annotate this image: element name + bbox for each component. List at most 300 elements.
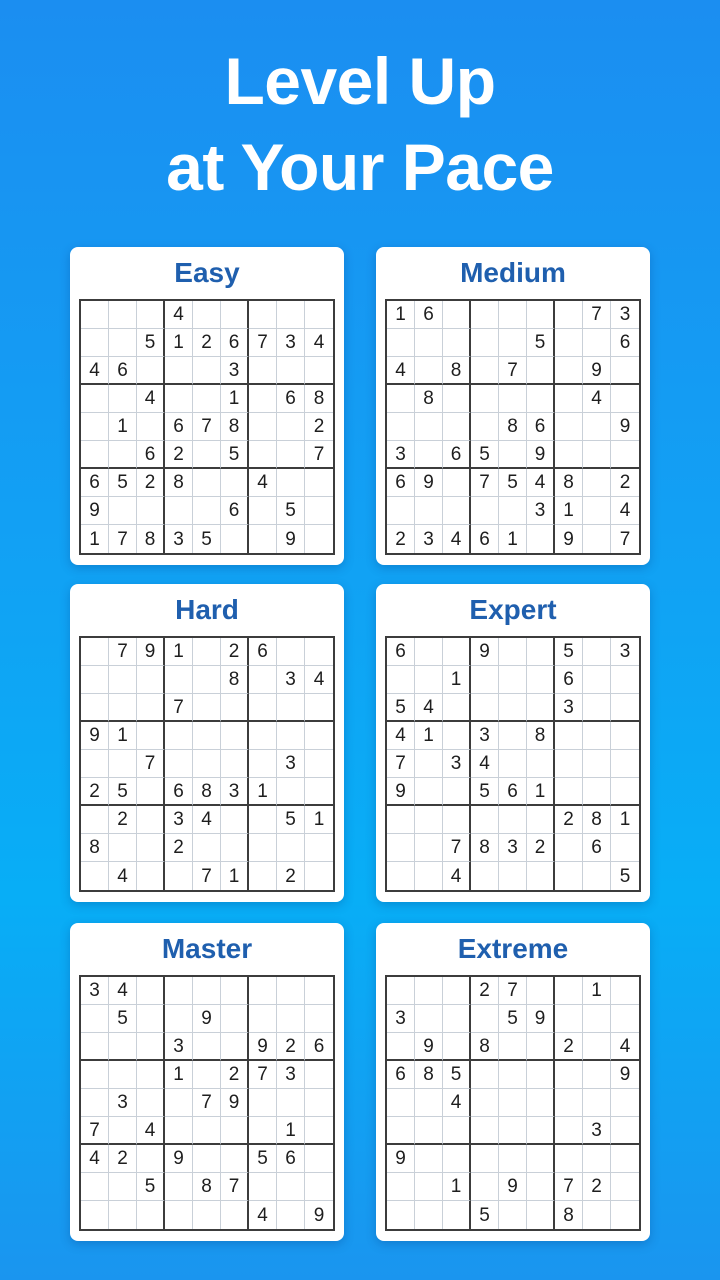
sudoku-cell-empty <box>443 1145 471 1173</box>
sudoku-cell-empty <box>555 778 583 806</box>
card-title: Hard <box>175 594 239 625</box>
sudoku-cell-empty <box>443 778 471 806</box>
sudoku-cell: 2 <box>583 1173 611 1201</box>
sudoku-cell: 7 <box>471 469 499 497</box>
sudoku-cell-empty <box>443 1005 471 1033</box>
sudoku-cell: 4 <box>81 1145 109 1173</box>
sudoku-cell-empty <box>165 1117 193 1145</box>
sudoku-cell-empty <box>471 1145 499 1173</box>
sudoku-cell-empty <box>499 441 527 469</box>
sudoku-cell: 3 <box>277 329 305 357</box>
sudoku-cell-empty <box>611 441 639 469</box>
sudoku-cell: 4 <box>305 329 333 357</box>
sudoku-cell: 2 <box>387 525 415 553</box>
sudoku-cell-empty <box>81 1033 109 1061</box>
sudoku-cell: 7 <box>249 329 277 357</box>
sudoku-cell-empty <box>527 862 555 890</box>
sudoku-cell-empty <box>193 301 221 329</box>
sudoku-cell-empty <box>527 357 555 385</box>
sudoku-cell-empty <box>305 1005 333 1033</box>
sudoku-cell: 1 <box>249 778 277 806</box>
sudoku-cell: 6 <box>387 1061 415 1089</box>
sudoku-cell-empty <box>555 385 583 413</box>
sudoku-cell-empty <box>109 750 137 778</box>
sudoku-cell-empty <box>305 1173 333 1201</box>
sudoku-cell-empty <box>249 806 277 834</box>
sudoku-cell-empty <box>81 806 109 834</box>
sudoku-cell-empty <box>555 441 583 469</box>
sudoku-cell-empty <box>305 750 333 778</box>
sudoku-cell-empty <box>305 525 333 553</box>
sudoku-cell-empty <box>193 469 221 497</box>
sudoku-cell-empty <box>109 1117 137 1145</box>
sudoku-cell: 5 <box>443 1061 471 1089</box>
sudoku-cell-empty <box>555 722 583 750</box>
sudoku-cell-empty <box>555 1061 583 1089</box>
sudoku-cell-empty <box>249 413 277 441</box>
sudoku-cell-empty <box>499 638 527 666</box>
sudoku-cell-empty <box>249 497 277 525</box>
sudoku-cell: 8 <box>137 525 165 553</box>
sudoku-cell: 8 <box>499 413 527 441</box>
sudoku-cell-empty <box>555 301 583 329</box>
sudoku-cell-empty <box>277 441 305 469</box>
sudoku-cell: 7 <box>443 834 471 862</box>
sudoku-cell-empty <box>499 385 527 413</box>
sudoku-cell-empty <box>499 1033 527 1061</box>
sudoku-cell-empty <box>305 694 333 722</box>
sudoku-cell-empty <box>81 1173 109 1201</box>
sudoku-cell: 7 <box>137 750 165 778</box>
sudoku-cell-empty <box>109 1173 137 1201</box>
sudoku-cell: 7 <box>165 694 193 722</box>
sudoku-cell-empty <box>81 1089 109 1117</box>
sudoku-cell: 4 <box>443 862 471 890</box>
sudoku-cell-empty <box>221 1201 249 1229</box>
sudoku-grid <box>79 636 335 892</box>
sudoku-cell: 2 <box>277 862 305 890</box>
sudoku-cell-empty <box>415 834 443 862</box>
sudoku-cell: 1 <box>221 862 249 890</box>
sudoku-cell: 8 <box>81 834 109 862</box>
sudoku-cell: 4 <box>249 1201 277 1229</box>
sudoku-cell: 6 <box>499 778 527 806</box>
sudoku-cell-empty <box>193 977 221 1005</box>
sudoku-cell: 4 <box>109 862 137 890</box>
sudoku-cell-empty <box>193 722 221 750</box>
sudoku-cell-empty <box>305 357 333 385</box>
sudoku-cell-empty <box>387 1173 415 1201</box>
sudoku-cell: 9 <box>611 413 639 441</box>
sudoku-cell-empty <box>109 1033 137 1061</box>
sudoku-cell-empty <box>555 413 583 441</box>
sudoku-cell-empty <box>277 1173 305 1201</box>
sudoku-cell-empty <box>249 1005 277 1033</box>
sudoku-cell-empty <box>305 469 333 497</box>
sudoku-cell: 3 <box>221 357 249 385</box>
sudoku-cell-empty <box>221 1033 249 1061</box>
sudoku-cell-empty <box>387 862 415 890</box>
sudoku-cell-empty <box>137 778 165 806</box>
sudoku-cell: 5 <box>109 1005 137 1033</box>
sudoku-cell: 7 <box>499 977 527 1005</box>
sudoku-cell: 1 <box>109 413 137 441</box>
sudoku-cell: 4 <box>387 722 415 750</box>
sudoku-cell-empty <box>277 469 305 497</box>
sudoku-cell-empty <box>249 834 277 862</box>
sudoku-cell-empty <box>137 357 165 385</box>
sudoku-cell-empty <box>555 1005 583 1033</box>
sudoku-cell: 6 <box>249 638 277 666</box>
headline-line-1: Level Up <box>224 44 496 118</box>
sudoku-cell: 9 <box>555 525 583 553</box>
sudoku-cell-empty <box>109 694 137 722</box>
sudoku-cell-empty <box>583 1089 611 1117</box>
sudoku-cell-empty <box>137 1201 165 1229</box>
sudoku-cell-empty <box>611 750 639 778</box>
sudoku-cell-empty <box>137 1145 165 1173</box>
sudoku-cell: 1 <box>443 1173 471 1201</box>
sudoku-cell-empty <box>583 1033 611 1061</box>
sudoku-cell: 4 <box>137 1117 165 1145</box>
sudoku-cell: 5 <box>109 778 137 806</box>
sudoku-cell: 3 <box>611 638 639 666</box>
sudoku-cell-empty <box>193 357 221 385</box>
sudoku-cell: 7 <box>619 528 631 550</box>
sudoku-cell-empty <box>527 806 555 834</box>
sudoku-cell-empty <box>165 1173 193 1201</box>
sudoku-cell-empty <box>81 441 109 469</box>
sudoku-cell: 4 <box>415 694 443 722</box>
sudoku-cell-empty <box>471 666 499 694</box>
sudoku-cell: 2 <box>193 329 221 357</box>
sudoku-cell-empty <box>415 413 443 441</box>
sudoku-cell-empty <box>611 385 639 413</box>
sudoku-cell-empty <box>443 806 471 834</box>
sudoku-cell-empty <box>387 329 415 357</box>
sudoku-cell-empty <box>221 977 249 1005</box>
sudoku-cell: 3 <box>221 778 249 806</box>
sudoku-cell-empty <box>499 666 527 694</box>
sudoku-cell-empty <box>249 357 277 385</box>
sudoku-cell-empty <box>249 1117 277 1145</box>
sudoku-cell: 7 <box>109 638 137 666</box>
sudoku-cell-empty <box>611 778 639 806</box>
sudoku-cell-empty <box>249 301 277 329</box>
sudoku-cell: 4 <box>137 385 165 413</box>
sudoku-cell-empty <box>387 385 415 413</box>
sudoku-cell: 2 <box>109 806 137 834</box>
sudoku-cell-empty <box>443 1033 471 1061</box>
sudoku-cell-empty <box>443 413 471 441</box>
sudoku-cell-empty <box>415 497 443 525</box>
sudoku-cell: 7 <box>193 413 221 441</box>
sudoku-cell: 9 <box>137 638 165 666</box>
sudoku-cell: 2 <box>555 806 583 834</box>
sudoku-cell-empty <box>277 638 305 666</box>
sudoku-cell-empty <box>443 694 471 722</box>
sudoku-cell: 3 <box>165 806 193 834</box>
sudoku-cell-empty <box>221 301 249 329</box>
difficulty-card-extreme[interactable] <box>376 923 650 1241</box>
sudoku-cell: 4 <box>81 357 109 385</box>
sudoku-cell: 6 <box>583 834 611 862</box>
sudoku-cell-empty <box>443 497 471 525</box>
sudoku-cell-empty <box>81 1201 109 1229</box>
sudoku-cell-empty <box>527 525 555 553</box>
sudoku-cell: 8 <box>527 722 555 750</box>
sudoku-cell-empty <box>81 862 109 890</box>
sudoku-cell-empty <box>611 1145 639 1173</box>
sudoku-cell-empty <box>305 1061 333 1089</box>
card-title: Medium <box>460 257 566 288</box>
sudoku-cell-empty <box>305 722 333 750</box>
sudoku-cell-empty <box>415 329 443 357</box>
sudoku-cell-empty <box>555 1117 583 1145</box>
sudoku-cell: 9 <box>313 1204 325 1226</box>
sudoku-cell: 2 <box>221 638 249 666</box>
sudoku-cell: 5 <box>471 441 499 469</box>
sudoku-cell: 4 <box>583 385 611 413</box>
sudoku-cell-empty <box>305 1117 333 1145</box>
sudoku-cell-empty <box>415 862 443 890</box>
sudoku-cell: 3 <box>471 722 499 750</box>
sudoku-cell: 7 <box>387 750 415 778</box>
sudoku-cell-empty <box>221 525 249 553</box>
sudoku-cell-empty <box>499 806 527 834</box>
sudoku-cell-empty <box>193 385 221 413</box>
sudoku-cell: 1 <box>277 1117 305 1145</box>
sudoku-cell: 4 <box>443 1089 471 1117</box>
card-title: Extreme <box>457 933 569 964</box>
sudoku-cell: 4 <box>611 497 639 525</box>
sudoku-cell-empty <box>555 977 583 1005</box>
sudoku-cell: 4 <box>305 666 333 694</box>
sudoku-cell-empty <box>471 413 499 441</box>
sudoku-cell: 3 <box>499 834 527 862</box>
sudoku-cell: 6 <box>221 497 249 525</box>
difficulty-card-expert[interactable] <box>376 584 650 902</box>
sudoku-cell-empty <box>193 1033 221 1061</box>
sudoku-cell: 1 <box>81 525 109 553</box>
sudoku-cell: 2 <box>165 834 193 862</box>
sudoku-cell: 8 <box>471 1033 499 1061</box>
sudoku-cell-empty <box>415 357 443 385</box>
sudoku-cell: 9 <box>611 1061 639 1089</box>
sudoku-cell-empty <box>193 1201 221 1229</box>
sudoku-cell-empty <box>527 1061 555 1089</box>
sudoku-cell: 6 <box>387 469 415 497</box>
sudoku-cell-empty <box>471 806 499 834</box>
sudoku-cell-empty <box>137 977 165 1005</box>
sudoku-cell: 9 <box>81 722 109 750</box>
sudoku-cell: 9 <box>499 1173 527 1201</box>
sudoku-cell-empty <box>137 834 165 862</box>
sudoku-cell: 5 <box>619 865 631 887</box>
sudoku-cell-empty <box>137 666 165 694</box>
sudoku-cell: 5 <box>277 806 305 834</box>
sudoku-cell: 3 <box>277 666 305 694</box>
sudoku-cell-empty <box>527 1089 555 1117</box>
sudoku-grid <box>79 975 335 1231</box>
sudoku-cell-empty <box>305 977 333 1005</box>
sudoku-cell-empty <box>555 862 583 890</box>
sudoku-cell: 9 <box>527 441 555 469</box>
card-title: Expert <box>469 594 557 625</box>
sudoku-cell-empty <box>611 357 639 385</box>
sudoku-cell-empty <box>471 301 499 329</box>
sudoku-cell-empty <box>305 638 333 666</box>
sudoku-cell: 6 <box>471 525 499 553</box>
sudoku-cell: 5 <box>387 694 415 722</box>
sudoku-cell: 7 <box>193 862 221 890</box>
sudoku-cell: 8 <box>193 1173 221 1201</box>
sudoku-cell-empty <box>109 1201 137 1229</box>
sudoku-cell-empty <box>583 778 611 806</box>
sudoku-cell-empty <box>499 1201 527 1229</box>
sudoku-cell-empty <box>499 1145 527 1173</box>
sudoku-cell-empty <box>277 1201 305 1229</box>
sudoku-cell-empty <box>527 1117 555 1145</box>
sudoku-cell-empty <box>527 977 555 1005</box>
sudoku-cell-empty <box>583 1005 611 1033</box>
sudoku-grid <box>385 299 641 555</box>
sudoku-cell-empty <box>415 638 443 666</box>
sudoku-cell-empty <box>583 750 611 778</box>
sudoku-cell-empty <box>277 778 305 806</box>
sudoku-cell: 6 <box>165 413 193 441</box>
sudoku-cell: 8 <box>471 834 499 862</box>
sudoku-cell-empty <box>277 1089 305 1117</box>
sudoku-cell-empty <box>527 1201 555 1229</box>
sudoku-cell-empty <box>471 497 499 525</box>
sudoku-cell: 9 <box>277 525 305 553</box>
sudoku-cell-empty <box>305 301 333 329</box>
sudoku-cell: 3 <box>555 694 583 722</box>
sudoku-cell-empty <box>193 1117 221 1145</box>
difficulty-card-medium[interactable] <box>376 247 650 565</box>
sudoku-cell-empty <box>555 329 583 357</box>
sudoku-cell: 3 <box>165 1033 193 1061</box>
sudoku-cell-empty <box>81 301 109 329</box>
sudoku-cell: 9 <box>583 357 611 385</box>
sudoku-cell-empty <box>81 385 109 413</box>
sudoku-cell-empty <box>443 722 471 750</box>
sudoku-cell-empty <box>527 1033 555 1061</box>
sudoku-cell-empty <box>137 806 165 834</box>
sudoku-cell: 7 <box>249 1061 277 1089</box>
difficulty-card-easy[interactable] <box>70 247 344 565</box>
sudoku-cell-empty <box>249 441 277 469</box>
sudoku-cell-empty <box>137 722 165 750</box>
sudoku-cell: 6 <box>443 441 471 469</box>
sudoku-cell: 8 <box>165 469 193 497</box>
sudoku-grid <box>385 975 641 1231</box>
sudoku-cell-empty <box>471 1061 499 1089</box>
sudoku-cell-empty <box>443 301 471 329</box>
difficulty-card-master[interactable] <box>70 923 344 1241</box>
sudoku-cell: 5 <box>471 778 499 806</box>
sudoku-cell-empty <box>277 357 305 385</box>
sudoku-cell-empty <box>443 638 471 666</box>
sudoku-cell-empty <box>415 750 443 778</box>
sudoku-cell: 4 <box>611 1033 639 1061</box>
sudoku-cell-empty <box>81 638 109 666</box>
sudoku-cell: 1 <box>555 497 583 525</box>
sudoku-cell: 4 <box>387 357 415 385</box>
sudoku-cell-empty <box>499 1117 527 1145</box>
sudoku-cell: 8 <box>305 385 333 413</box>
sudoku-cell-empty <box>583 1061 611 1089</box>
sudoku-cell-empty <box>249 722 277 750</box>
sudoku-cell-empty <box>527 1145 555 1173</box>
sudoku-cell-empty <box>221 1005 249 1033</box>
sudoku-cell: 2 <box>527 834 555 862</box>
sudoku-cell-empty <box>583 638 611 666</box>
sudoku-cell-empty <box>109 301 137 329</box>
sudoku-cell-empty <box>137 1005 165 1033</box>
difficulty-card-hard[interactable] <box>70 584 344 902</box>
sudoku-cell: 4 <box>249 469 277 497</box>
sudoku-cell: 2 <box>555 1033 583 1061</box>
sudoku-cell-empty <box>583 329 611 357</box>
sudoku-cell-empty <box>443 977 471 1005</box>
sudoku-cell: 3 <box>277 1061 305 1089</box>
sudoku-cell-empty <box>221 806 249 834</box>
sudoku-cell-empty <box>611 1005 639 1033</box>
sudoku-cell: 2 <box>611 469 639 497</box>
sudoku-cell: 6 <box>137 441 165 469</box>
sudoku-cell: 1 <box>165 329 193 357</box>
sudoku-cell: 6 <box>81 469 109 497</box>
sudoku-cell-empty <box>137 497 165 525</box>
sudoku-cell-empty <box>415 1005 443 1033</box>
sudoku-cell-empty <box>165 862 193 890</box>
sudoku-cell: 7 <box>499 357 527 385</box>
sudoku-cell: 5 <box>193 525 221 553</box>
sudoku-cell: 1 <box>527 778 555 806</box>
sudoku-cell-empty <box>471 1089 499 1117</box>
sudoku-cell: 2 <box>137 469 165 497</box>
sudoku-cell: 1 <box>387 301 415 329</box>
sudoku-cell-empty <box>165 722 193 750</box>
sudoku-cell: 4 <box>165 301 193 329</box>
sudoku-cell-empty <box>305 1089 333 1117</box>
sudoku-cell-empty <box>305 862 333 890</box>
sudoku-cell: 5 <box>249 1145 277 1173</box>
sudoku-cell-empty <box>499 722 527 750</box>
sudoku-cell: 3 <box>387 441 415 469</box>
sudoku-cell-empty <box>387 834 415 862</box>
sudoku-cell-empty <box>193 1145 221 1173</box>
sudoku-cell-empty <box>81 666 109 694</box>
sudoku-cell-empty <box>249 666 277 694</box>
sudoku-cell-empty <box>471 1117 499 1145</box>
sudoku-cell-empty <box>471 1173 499 1201</box>
sudoku-cell-empty <box>387 977 415 1005</box>
sudoku-cell-empty <box>387 1089 415 1117</box>
sudoku-cell: 7 <box>555 1173 583 1201</box>
sudoku-cell: 3 <box>81 977 109 1005</box>
sudoku-cell-empty <box>193 497 221 525</box>
sudoku-cell-empty <box>415 1089 443 1117</box>
sudoku-cell-empty <box>527 666 555 694</box>
sudoku-cell-empty <box>305 497 333 525</box>
sudoku-cell: 5 <box>221 441 249 469</box>
sudoku-cell: 4 <box>193 806 221 834</box>
sudoku-cell: 8 <box>415 1061 443 1089</box>
sudoku-cell-empty <box>583 1201 611 1229</box>
